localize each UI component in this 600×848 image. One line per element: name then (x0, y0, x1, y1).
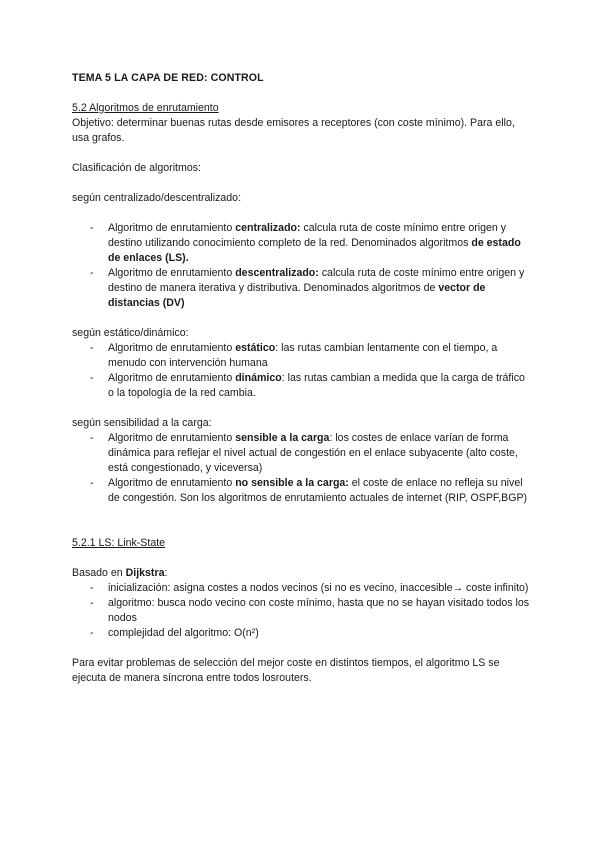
list-load-sensitivity (72, 431, 532, 506)
list-static-dynamic (72, 341, 532, 401)
list-item: - Algoritmo de enrutamiento sensible a la carga: los costes de enlace varían de forma dinámica para reflejar el nivel actual de congestión en el enlace subyacente (alto coste, está congestionado, y viceversa) (72, 431, 532, 476)
classification-label: Clasificación de algoritmos: (72, 162, 201, 174)
list-item: - Algoritmo de enrutamiento estático: las rutas cambian lentamente con el tiempo, a menudo con intervención humana (72, 341, 532, 371)
list-item: - Algoritmo de enrutamiento dinámico: las rutas cambian a medida que la carga de tráfico o la topología de la red cambia. (72, 371, 532, 401)
group-label-centralized: según centralizado/descentralizado: (72, 192, 242, 204)
list-centralized (72, 221, 532, 311)
list-item: - inicialización: asigna costes a nodos vecinos (si no es vecino, inaccesible→ coste infinito) (72, 581, 532, 596)
list-item: - algoritmo: busca nodo vecino con coste mínimo, hasta que no se hayan visitado todos los nodos (72, 596, 532, 626)
based-on-line: Basado en Dijkstra: (72, 567, 168, 579)
page-title: TEMA 5 LA CAPA DE RED: CONTROL (72, 72, 264, 84)
list-item: - Algoritmo de enrutamiento centralizado: calcula ruta de coste mínimo entre origen y destino utilizando conocimiento completo de la red. Denominados algoritmos de estado de enlaces (LS). (72, 221, 532, 266)
section-heading-5-2-1: 5.2.1 LS: Link-State (72, 537, 166, 549)
list-ls-steps (72, 581, 532, 641)
group-label-load-sensitivity: según sensibilidad a la carga: (72, 417, 212, 429)
document-page (72, 71, 532, 686)
group-label-static-dynamic: según estático/dinámico: (72, 327, 189, 339)
list-item: - Algoritmo de enrutamiento no sensible a la carga: el coste de enlace no refleja su nivel de congestión. Son los algoritmos de enrutamiento actuales de internet (RIP, OSPF,BGP) (72, 476, 532, 506)
section-heading-5-2: 5.2 Algoritmos de enrutamiento (72, 102, 219, 114)
closing-paragraph: Para evitar problemas de selección del mejor coste en distintos tiempos, el algoritmo LS se ejecuta de manera síncrona entre todos losrouters. (72, 657, 500, 684)
objective-paragraph: Objetivo: determinar buenas rutas desde emisores a receptores (con coste mínimo). Para ello, usa grafos. (72, 117, 515, 144)
list-item: - Algoritmo de enrutamiento descentralizado: calcula ruta de coste mínimo entre origen y destino de manera iterativa y distributiva. Denominados algoritmos de vector de distancias (DV) (72, 266, 532, 311)
list-item: - complejidad del algoritmo: O(n²) (72, 626, 532, 641)
